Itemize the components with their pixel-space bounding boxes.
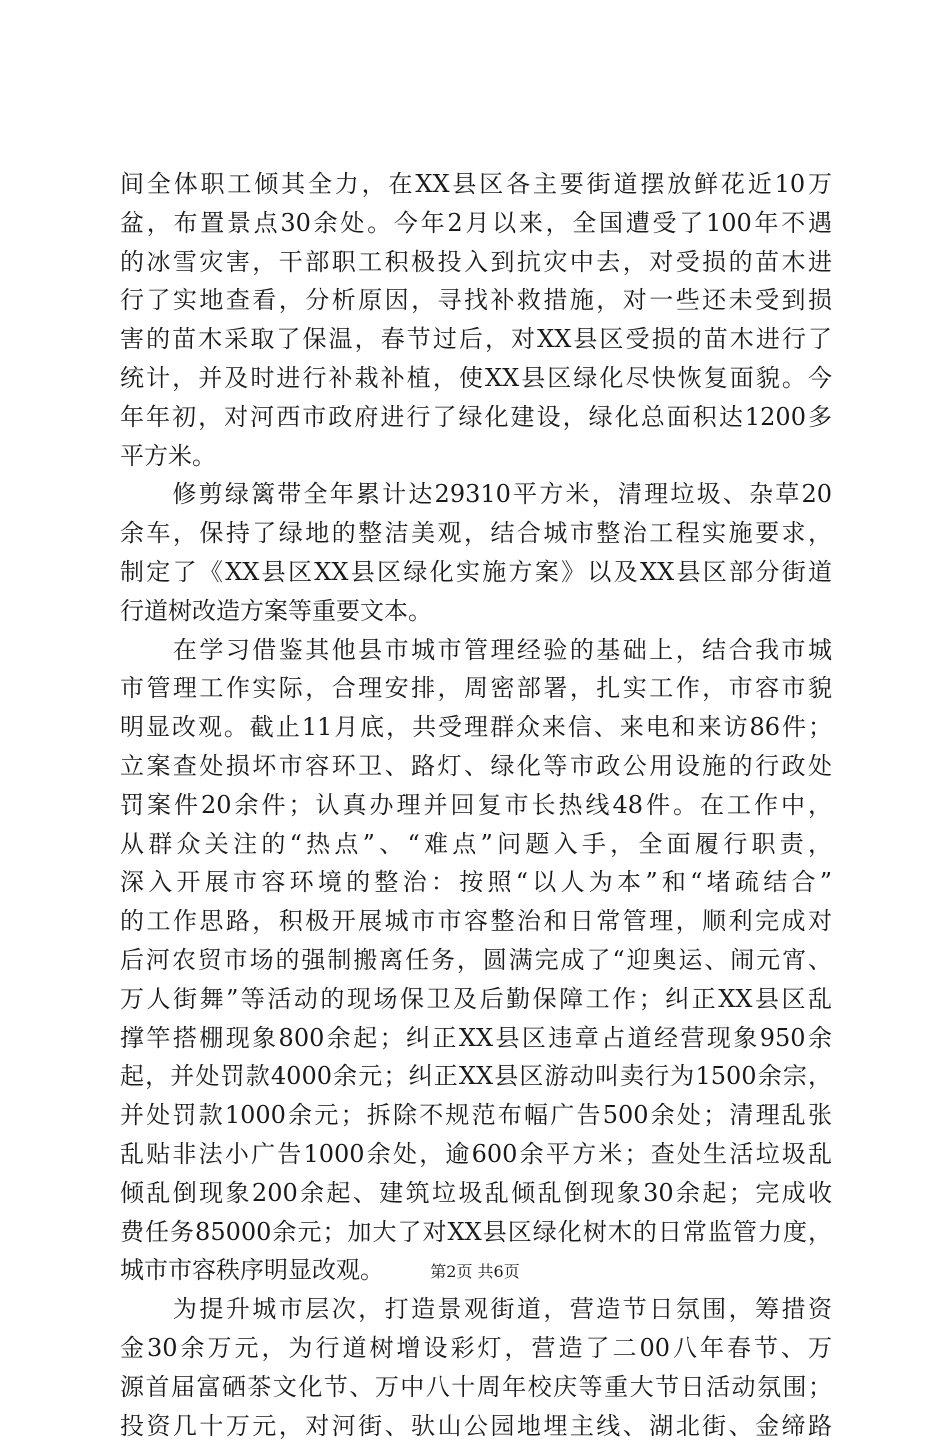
text-line: 投资几十万元，对河街、驮山公园地埋主线、湖北街、金缔路 — [120, 1407, 832, 1445]
text-line: 为提升城市层次，打造景观街道，营造节日氛围，筹措资 — [120, 1290, 832, 1329]
text-line: 行道树改造方案等重要文本。 — [120, 592, 832, 631]
text-line: 城市市容秩序明显改观。 — [120, 1251, 832, 1290]
text-line: 市管理工作实际，合理安排，周密部署，扎实工作，市容市貌 — [120, 669, 832, 708]
text-line: 统计，并及时进行补栽补植，使XX县区绿化尽快恢复面貌。今 — [120, 359, 832, 398]
text-line: 起，并处罚款4000余元；纠正XX县区游动叫卖行为1500余宗， — [120, 1057, 832, 1096]
text-line: 制定了《XX县区XX县区绿化实施方案》以及XX县区部分街道 — [120, 553, 832, 592]
text-line: 万人街舞”等活动的现场保卫及后勤保障工作；纠正XX县区乱 — [120, 980, 832, 1019]
text-line: 立案查处损坏市容环卫、路灯、绿化等市政公用设施的行政处 — [120, 747, 832, 786]
text-line: 倾乱倒现象200余起、建筑垃圾乱倾乱倒现象30余起；完成收 — [120, 1174, 832, 1213]
text-line: 深入开展市容环境的整治：按照“以人为本”和“堵疏结合” — [120, 863, 832, 902]
text-line: 后河农贸市场的强制搬离任务，圆满完成了“迎奥运、闹元宵、 — [120, 941, 832, 980]
text-line: 罚案件20余件；认真办理并回复市长热线48件。在工作中， — [120, 786, 832, 825]
text-line: 年年初，对河西市政府进行了绿化建设，绿化总面积达1200多 — [120, 398, 832, 437]
text-line: 并处罚款1000余元；拆除不规范布幅广告500余处；清理乱张 — [120, 1096, 832, 1135]
text-line: 费任务85000余元；加大了对XX县区绿化树木的日常监管力度， — [120, 1213, 832, 1252]
text-line: 的冰雪灾害，干部职工积极投入到抗灾中去，对受损的苗木进 — [120, 243, 832, 282]
text-line: 撑竿搭棚现象800余起；纠正XX县区违章占道经营现象950余 — [120, 1019, 832, 1058]
text-line: 从群众关注的“热点”、“难点”问题入手，全面履行职责， — [120, 825, 832, 864]
text-line: 余车，保持了绿地的整洁美观，结合城市整治工程实施要求， — [120, 514, 832, 553]
text-line: 间全体职工倾其全力，在XX县区各主要街道摆放鲜花近10万 — [120, 165, 832, 204]
text-line: 修剪绿篱带全年累计达29310平方米，清理垃圾、杂草20 — [120, 475, 832, 514]
document-body — [120, 165, 832, 1445]
text-line: 害的苗木采取了保温，春节过后，对XX县区受损的苗木进行了 — [120, 320, 832, 359]
page-footer: 第2页 共6页 — [0, 1262, 950, 1282]
text-line: 源首届富硒茶文化节、万中八十周年校庆等重大节日活动氛围； — [120, 1368, 832, 1407]
text-line: 平方米。 — [120, 437, 832, 476]
text-line: 行了实地查看，分析原因，寻找补救措施，对一些还未受到损 — [120, 281, 832, 320]
text-line: 金30余万元，为行道树增设彩灯，营造了二00八年春节、万 — [120, 1329, 832, 1368]
text-line: 盆，布置景点30余处。今年2月以来，全国遭受了100年不遇 — [120, 204, 832, 243]
text-line: 明显改观。截止11月底，共受理群众来信、来电和来访86件； — [120, 708, 832, 747]
text-line: 在学习借鉴其他县市城市管理经验的基础上，结合我市城 — [120, 631, 832, 670]
text-line: 乱贴非法小广告1000余处，逾600余平方米；查处生活垃圾乱 — [120, 1135, 832, 1174]
text-line: 的工作思路，积极开展城市市容整治和日常管理，顺利完成对 — [120, 902, 832, 941]
